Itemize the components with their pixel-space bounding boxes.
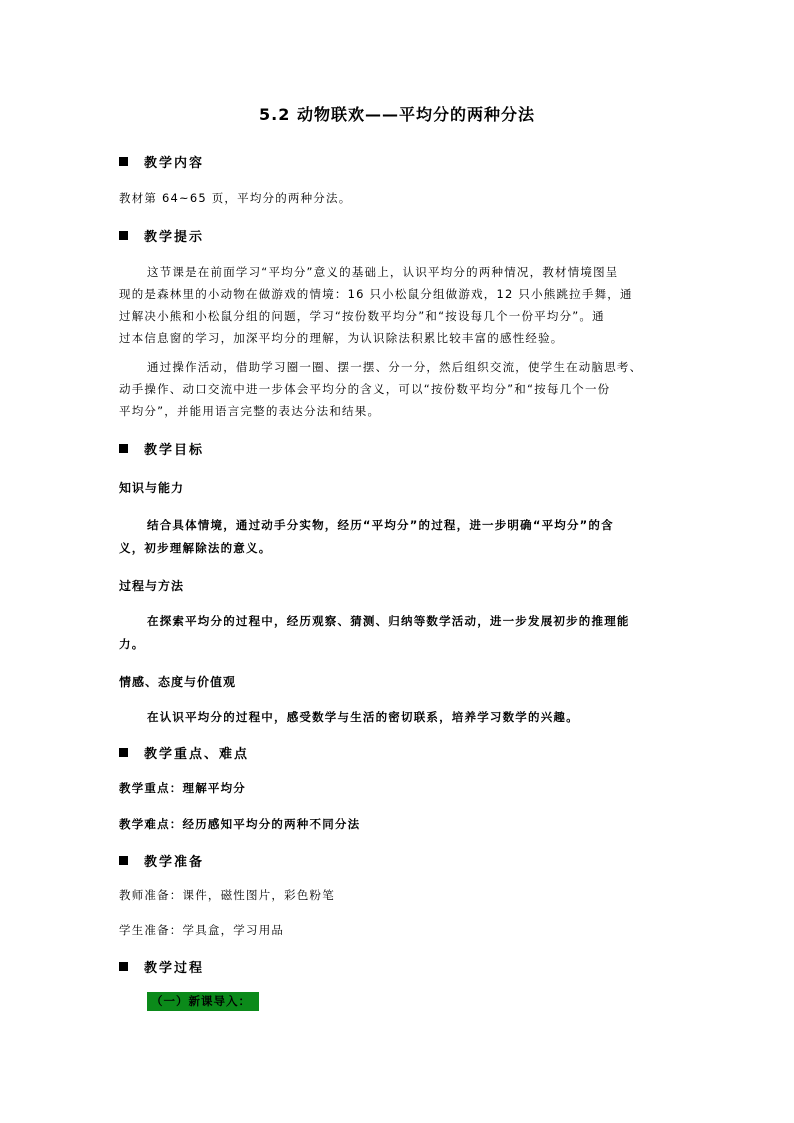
goal-emotion-label: 情感、态度与价值观	[119, 675, 237, 689]
tips-p1-line: 这节课是在前面学习“平均分”意义的基础上，认识平均分的两种情况，教材情境图呈	[147, 265, 619, 279]
square-bullet-icon	[119, 962, 128, 971]
tips-p1-line: 过本信息窗的学习，加深平均分的理解，为认识除法积累比较丰富的感性经验。	[119, 331, 564, 345]
goal-knowledge-line: 结合具体情境，通过动手分实物，经历“平均分”的过程，进一步明确“平均分”的含	[147, 518, 614, 532]
goal-knowledge-label: 知识与能力	[119, 481, 185, 495]
student-preparation-text: 学生准备：学具盒，学习用品	[119, 923, 285, 937]
step-intro-highlight: （一）新课导入：	[147, 992, 259, 1011]
goal-process-line: 在探索平均分的过程中，经历观察、猜测、归纳等数学活动，进一步发展初步的推理能	[147, 614, 630, 628]
section-heading-key-points: 教学重点、难点	[119, 743, 249, 762]
square-bullet-icon	[119, 231, 128, 240]
content-text: 教材第 64~65 页，平均分的两种分法。	[119, 191, 352, 205]
tips-p1-line: 现的是森林里的小动物在做游戏的情境：16 只小松鼠分组做游戏，12 只小熊跳拉手舞，通	[119, 287, 633, 301]
goal-knowledge-line: 义，初步理解除法的意义。	[119, 541, 272, 555]
tips-p2-line: 平均分”，并能用语言完整的表达分法和结果。	[119, 404, 381, 418]
page-title: 5.2 动物联欢——平均分的两种分法	[259, 105, 535, 124]
section-heading-content: 教学内容	[119, 152, 204, 171]
square-bullet-icon	[119, 856, 128, 865]
tips-p2-line: 通过操作活动，借助学习圈一圈、摆一摆、分一分，然后组织交流，使学生在动脑思考、	[147, 360, 643, 374]
goal-emotion-line: 在认识平均分的过程中，感受数学与生活的密切联系，培养学习数学的兴趣。	[147, 710, 579, 724]
section-heading-process: 教学过程	[119, 957, 204, 976]
section-heading-goals: 教学目标	[119, 439, 204, 458]
square-bullet-icon	[119, 157, 128, 166]
key-focus-text: 教学重点：理解平均分	[119, 781, 246, 795]
square-bullet-icon	[119, 444, 128, 453]
teacher-preparation-text: 教师准备：课件，磁性图片，彩色粉笔	[119, 888, 335, 902]
section-heading-tips: 教学提示	[119, 226, 204, 245]
tips-p2-line: 动手操作、动口交流中进一步体会平均分的含义，可以“按份数平均分”和“按每几个一份	[119, 382, 611, 396]
section-heading-preparation: 教学准备	[119, 851, 204, 870]
square-bullet-icon	[119, 748, 128, 757]
goal-process-label: 过程与方法	[119, 579, 185, 593]
goal-process-line: 力。	[119, 637, 145, 651]
tips-p1-line: 过解决小熊和小松鼠分组的问题，学习“按份数平均分”和“按设每几个一份平均分”。通	[119, 309, 605, 323]
key-difficulty-text: 教学难点：经历感知平均分的两种不同分法	[119, 817, 361, 831]
